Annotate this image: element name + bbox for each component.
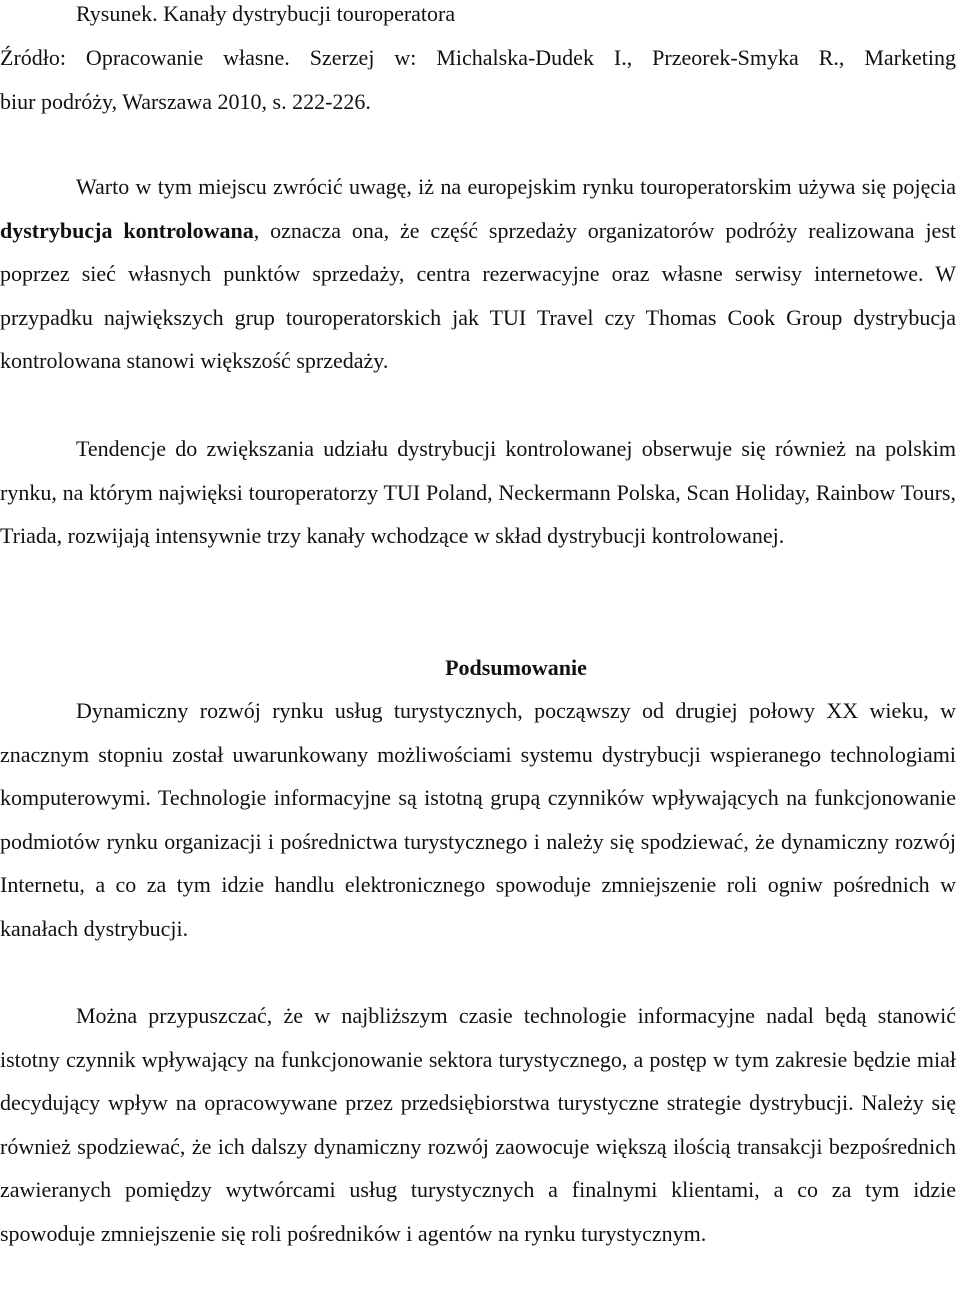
paragraph-polish-market: Tendencje do zwiększania udziału dystrybucji kontrolowanej obserwuje się również na polskim rynku, na którym najwięksi touroperatorzy TUI Poland, Neckermann Polska, Scan Holiday, Rainbow Tours, Triada, rozwijają intensywnie trzy kanały wchodzące w skład dystrybucji kontrolowanej. [0, 436, 956, 549]
paragraph-text: Warto w tym miejscu zwrócić uwagę, iż na europejskim rynku touroperatorskim używa się pojęcia [76, 174, 956, 199]
bold-term: dystrybucja kontrolowana [0, 217, 254, 243]
figure-caption-source-continued: biur podróży, Warszawa 2010, s. 222-226. [0, 89, 371, 114]
section-heading: Podsumowanie [445, 655, 587, 680]
figure-caption-label: Rysunek. Kanały dystrybucji touroperatora [76, 1, 456, 26]
paragraph-summary-1: Dynamiczny rozwój rynku usług turystycznych, począwszy od drugiej połowy XX wieku, w znacznym stopniu został uwarunkowany możliwościami systemu dystrybucji wspieranego technologiami komputerowymi. Technologie informacyjne są istotną grupą czynników wpływających na funkcjonowanie podmiotów rynku organizacji i pośrednictwa turystycznego i należy się spodziewać, że dynamiczny rozwój Internetu, a co za tym idzie handlu elektronicznego spowoduje zmniejszenie roli ogniw pośrednich w kanałach dystrybucji. [0, 698, 956, 941]
paragraph-text: , oznacza ona, że część sprzedaży organizatorów podróży realizowana jest poprzez sieć własnych punktów sprzedaży, centra rezerwacyjne oraz własne serwisy internetowe. W przypadku największych grup touroperatorskich jak TUI Travel czy Thomas Cook Group dystrybucja kontrolowana stanowi większość sprzedaży. [0, 217, 956, 374]
paragraph-summary-2: Można przypuszczać, że w najbliższym czasie technologie informacyjne nadal będą stanowić istotny czynnik wpływający na funkcjonowanie sektora turystycznego, a postęp w tym zakresie będzie miał decydujący wpływ na opracowywane przez przedsiębiorstwa turystyczne strategie dystrybucji. Należy się również spodziewać, że ich dalszy dynamiczny rozwój zaowocuje większą ilością transakcji bezpośrednich zawieranych pomiędzy wytwórcami usług turystycznych a finalnymi klientami, a co za tym idzie spowoduje zmniejszenie się roli pośredników i agentów na rynku turystycznym. [0, 1003, 956, 1246]
figure-caption-source: Źródło: Opracowanie własne. Szerzej w: Michalska-Dudek I., Przeorek-Smyka R., Marketing [0, 45, 956, 70]
paragraph-controlled-distribution [0, 165, 956, 383]
